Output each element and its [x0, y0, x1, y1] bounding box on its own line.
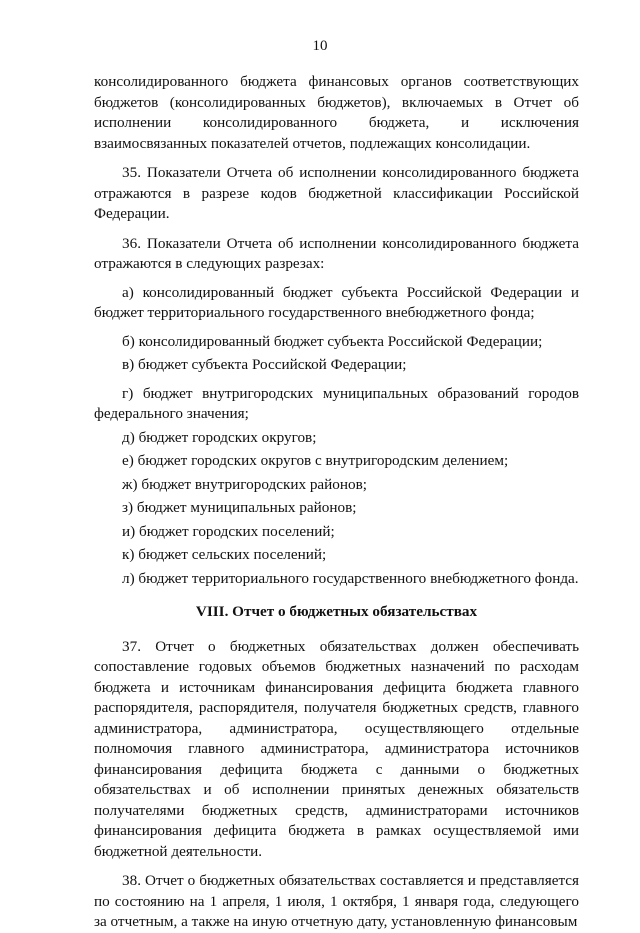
paragraph-intro-continuation: консолидированного бюджета финансовых органов соответствующих бюджетов (консолидированных бюджетов), включаемых в Отчет об исполнении консолидированного бюджета, и исключения взаимосвязанных показателей отчетов, подлежащих консолидации.	[94, 73, 579, 152]
list-item-36l: л) бюджет территориального государственного внебюджетного фонда.	[122, 569, 579, 587]
list-item-36a: а) консолидированный бюджет субъекта Российской Федерации и бюджет территориального государственного внебюджетного фонда;	[94, 283, 579, 321]
paragraph-38: 38. Отчет о бюджетных обязательствах составляется и представляется по состоянию на 1 апреля, 1 июля, 1 октября, 1 января года, следующего за отчетным, а также на иную отчетную дату, установленную финансовым	[94, 872, 579, 930]
list-item-36g: г) бюджет внутригородских муниципальных образований городов федерального значения;	[94, 384, 579, 422]
page-number: 10	[312, 38, 328, 54]
list-item-36k: к) бюджет сельских поселений;	[122, 546, 327, 563]
paragraph-37: 37. Отчет о бюджетных обязательствах должен обеспечивать сопоставление годовых объемов бюджетных назначений по расходам бюджета и источникам финансирования дефицита бюджета главного распорядителя, распорядителя, получателя бюджетных средств, главного администратора, администратора, осуществляющего отдельные полномочия главного администратора, администратора источников финансирования дефицита бюджета с данными о бюджетных обязательствах и об исполнении принятых денежных обязательств получателями бюджетных средств, администраторами источников финансирования дефицита бюджета в рамках осуществляемой ими бюджетной деятельности.	[94, 637, 579, 860]
list-item-36b: б) консолидированный бюджет субъекта Российской Федерации;	[122, 332, 543, 350]
list-item-36v: в) бюджет субъекта Российской Федерации;	[122, 356, 407, 373]
document-body	[94, 72, 579, 933]
section-heading: VIII. Отчет о бюджетных обязательствах	[195, 603, 478, 620]
paragraph-35: 35. Показатели Отчета об исполнении консолидированного бюджета отражаются в разрезе кодов бюджетной классификации Российской Федерации.	[94, 164, 579, 222]
list-item-36d: д) бюджет городских округов;	[122, 428, 317, 446]
list-item-36e: е) бюджет городских округов с внутригородским делением;	[122, 452, 509, 469]
list-item-36i: и) бюджет городских поселений;	[122, 522, 335, 540]
list-item-36zh: ж) бюджет внутригородских районов;	[122, 475, 368, 493]
paragraph-36: 36. Показатели Отчета об исполнении консолидированного бюджета отражаются в следующих разрезах:	[94, 234, 579, 272]
list-item-36z: з) бюджет муниципальных районов;	[122, 499, 357, 516]
